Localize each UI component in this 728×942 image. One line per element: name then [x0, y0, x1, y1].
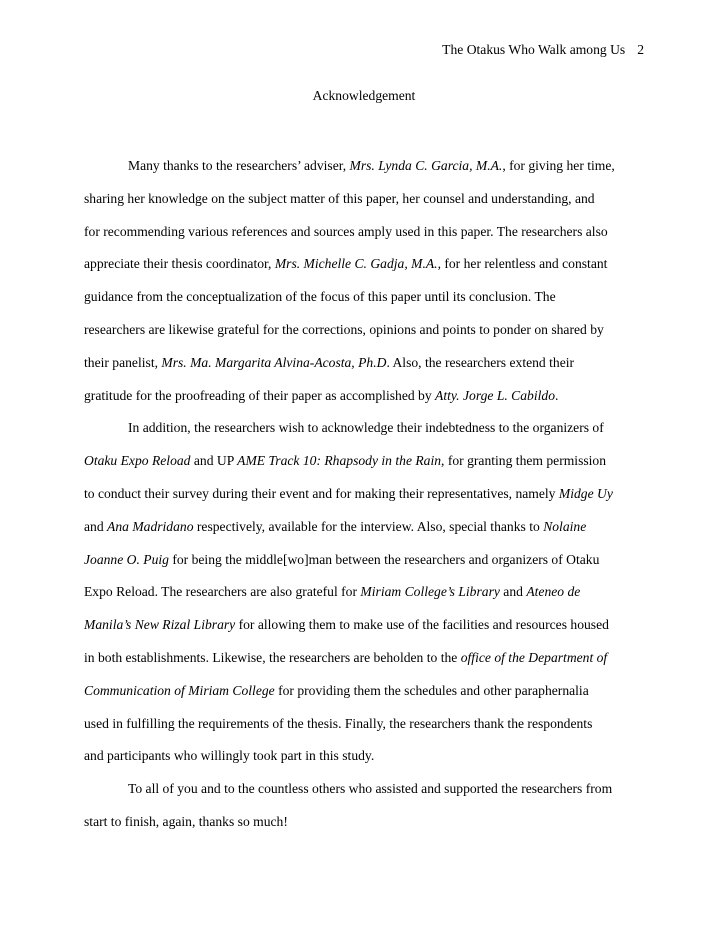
italic-text: Otaku Expo Reload: [84, 453, 191, 469]
text-run: , for her relentless and constant: [437, 256, 608, 272]
text-run: gratitude for the proofreading of their paper as accomplished by: [84, 387, 436, 403]
italic-text: Ana Madridano: [107, 518, 194, 534]
text-line: [84, 675, 644, 708]
text-line: [84, 642, 644, 675]
text-line: [84, 216, 644, 249]
italic-text: Mrs. Lynda C. Garcia, M.A.: [349, 158, 503, 173]
italic-text: Miriam College’s Library: [360, 584, 500, 600]
text-run: In addition, the researchers wish to acknowledge their indebtedness to the organizers of: [128, 420, 604, 436]
text-line: [84, 478, 644, 511]
text-run: used in fulfilling the requirements of the thesis. Finally, the researchers thank the respondents: [84, 715, 593, 731]
text-line: [84, 773, 644, 806]
body-text: [84, 150, 644, 839]
text-line: [84, 150, 644, 183]
text-line: [84, 708, 644, 741]
running-title: The Otakus Who Walk among Us: [442, 42, 626, 57]
page-heading: Acknowledgement: [312, 88, 416, 103]
italic-text: Manila’s New Rizal Library: [84, 617, 236, 633]
text-run: and: [84, 518, 108, 534]
text-run: and: [499, 584, 527, 600]
text-line: [84, 380, 644, 413]
text-run: .: [555, 387, 559, 403]
text-line: [84, 183, 644, 216]
text-run: for being the middle[wo]man between the researchers and organizers of Otaku: [168, 551, 600, 567]
italic-text: Joanne O. Puig: [84, 551, 169, 567]
text-line: [84, 511, 644, 544]
text-run: to conduct their survey during their event and for making their representatives, namely: [84, 485, 559, 501]
text-run: , for giving her time,: [502, 158, 615, 173]
text-run: Many thanks to the researchers’ adviser,: [128, 158, 350, 173]
text-run: their panelist,: [84, 354, 162, 370]
text-line: [84, 806, 644, 839]
text-run: respectively, available for the interview. Also, special thanks to: [193, 518, 544, 534]
text-run: and participants who willingly took part in this study.: [84, 748, 375, 764]
italic-text: Atty. Jorge L. Cabildo: [435, 387, 555, 403]
text-run: To all of you and to the countless others who assisted and supported the researchers from: [128, 781, 613, 797]
text-run: . Also, the researchers extend their: [386, 354, 575, 370]
text-line: [84, 314, 644, 347]
text-run: and UP: [190, 453, 238, 469]
text-run: for allowing them to make use of the facilities and resources housed: [235, 617, 609, 633]
italic-text: Nolaine: [543, 518, 587, 534]
text-line: [84, 445, 644, 478]
paragraph: [84, 150, 644, 412]
text-run: for providing them the schedules and other paraphernalia: [274, 682, 589, 698]
italic-text: office of the Department of: [460, 649, 608, 665]
text-line: [84, 347, 644, 380]
text-run: sharing her knowledge on the subject matter of this paper, her counsel and understanding, and: [84, 190, 595, 206]
page-number: 2: [637, 42, 644, 57]
italic-text: AME Track 10: Rhapsody in the Rain: [237, 453, 442, 469]
text-run: appreciate their thesis coordinator,: [84, 256, 275, 272]
text-line: [84, 576, 644, 609]
text-line: [84, 248, 644, 281]
text-run: in both establishments. Likewise, the researchers are beholden to the: [84, 649, 461, 665]
paragraph: [84, 412, 644, 773]
text-run: guidance from the conceptualization of the focus of this paper until its conclusion. The: [84, 289, 556, 305]
italic-text: Mrs. Ma. Margarita Alvina-Acosta, Ph.D: [161, 354, 387, 370]
text-run: , for granting them permission: [441, 453, 607, 469]
text-run: Expo Reload. The researchers are also grateful for: [84, 584, 361, 600]
text-run: researchers are likewise grateful for the corrections, opinions and points to ponder on shared by: [84, 321, 604, 337]
text-line: [84, 740, 644, 773]
running-header: [442, 40, 644, 60]
italic-text: Midge Uy: [558, 485, 613, 501]
text-line: [84, 281, 644, 314]
italic-text: Communication of Miriam College: [84, 682, 275, 698]
paragraph: [84, 773, 644, 839]
text-line: [84, 544, 644, 577]
text-run: for recommending various references and sources amply used in this paper. The researchers also: [84, 223, 608, 239]
text-line: [84, 412, 644, 445]
text-line: [84, 609, 644, 642]
text-run: start to finish, again, thanks so much!: [84, 813, 288, 829]
italic-text: Ateneo de: [526, 584, 581, 600]
italic-text: Mrs. Michelle C. Gadja, M.A.: [274, 256, 438, 272]
